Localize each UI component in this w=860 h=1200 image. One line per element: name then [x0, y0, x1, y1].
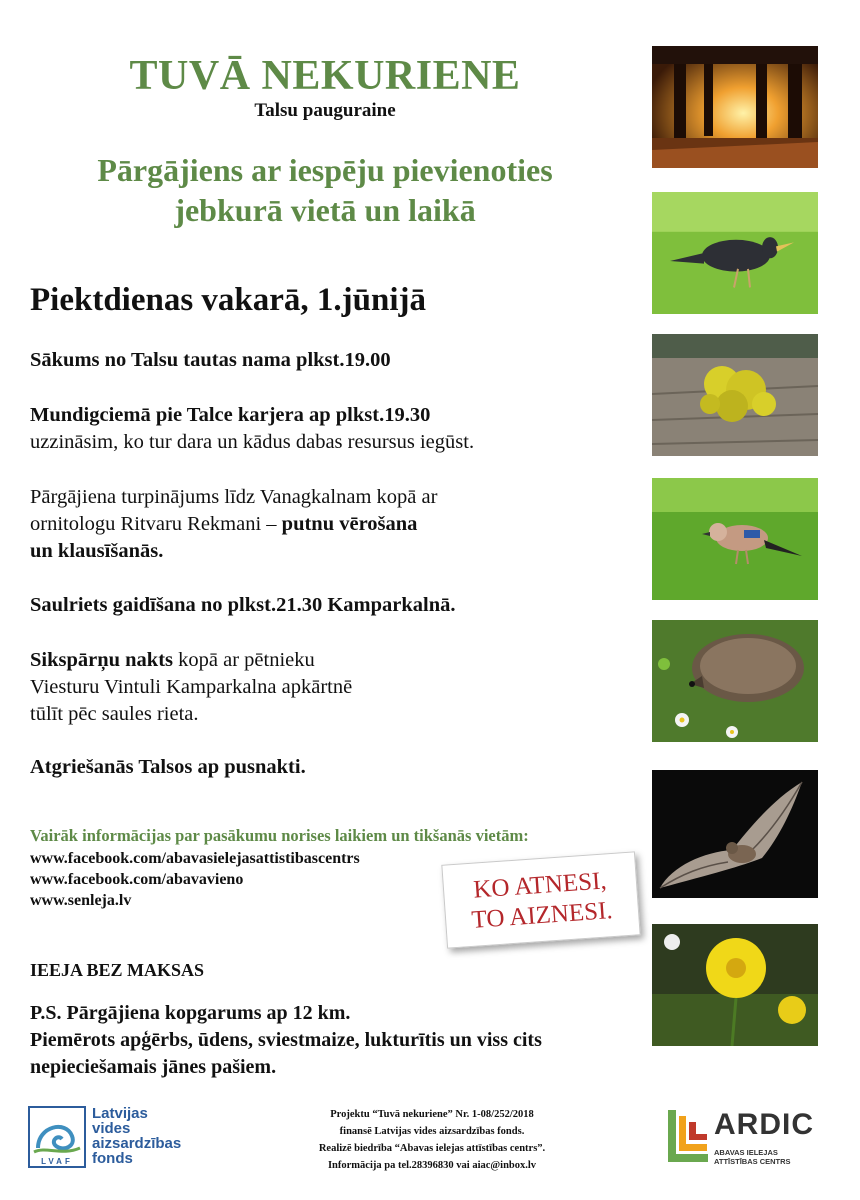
hike-birdwatch-bold: putnu vērošana	[281, 513, 418, 535]
ardic-tagline	[714, 1148, 791, 1166]
footer-project-info	[262, 1106, 602, 1174]
hike-line-3: un klausīšanās.	[30, 540, 164, 562]
photo-hedgehog	[652, 620, 818, 742]
quarry-text: uzzināsim, ko tur dara un kādus dabas resursus iegūst.	[30, 431, 475, 453]
ardic-emblem-icon	[664, 1108, 712, 1168]
ps-line-3: nepieciešamais jānes pašiem.	[30, 1056, 277, 1078]
info-heading: Vairāk informācijas par pasākumu norises laikiem un tikšanās vietām:	[30, 826, 529, 845]
bats-line-2: Viesturu Vintuli Kamparkalna apkārtnē	[30, 676, 353, 698]
quarry-title: Mundigciemā pie Talce karjera ap plkst.19.30	[30, 404, 431, 426]
ardic-tag-line-1: ABAVAS IELEJAS	[714, 1148, 778, 1157]
poster-slogan	[0, 150, 650, 230]
hike-line-1: Pārgājiena turpinājums līdz Vanagkalnam kopā ar	[30, 486, 438, 508]
ardic-name: ARDIC	[714, 1108, 814, 1141]
hike-info	[30, 484, 437, 565]
ardic-tag-line-2: ATTĪSTĪBAS CENTRS	[714, 1157, 791, 1166]
lvaf-word-2: vides	[92, 1120, 131, 1137]
svg-text:LVAF: LVAF	[41, 1157, 73, 1166]
hike-guide-text: ornitologu Ritvaru Rekmani –	[30, 513, 282, 535]
event-date: Piektdienas vakarā, 1.jūnijā	[30, 282, 427, 318]
photo-yellow-flower	[652, 924, 818, 1046]
link-facebook-abavavieno[interactable]: www.facebook.com/abavavieno	[30, 871, 244, 888]
quarry-info	[30, 402, 474, 456]
stamp-line-2: TO AIZNESI.	[470, 897, 614, 934]
ps-line-2: Piemērots apģērbs, ūdens, sviestmaize, lukturītis un viss cits	[30, 1029, 542, 1051]
photo-yellow-flowers	[652, 334, 818, 456]
footer-line-1: Projektu “Tuvā nekuriene” Nr. 1-08/252/2018	[330, 1109, 534, 1120]
footer-line-2: finansē Latvijas vides aizsardzības fonds.	[339, 1126, 525, 1137]
ardic-logo	[664, 1108, 834, 1172]
slogan-line-2: jebkurā vietā un laikā	[174, 192, 476, 228]
photo-jay	[652, 478, 818, 600]
return-info: Atgriešanās Talsos ap pusnakti.	[30, 756, 306, 778]
photo-forest-sunset	[652, 46, 818, 168]
bats-line-1-text: kopā ar pētnieku	[173, 649, 315, 671]
slogan-stamp	[441, 851, 640, 948]
poster-title: TUVĀ NEKURIENE	[129, 53, 521, 99]
footer-line-3: Realizē biedrība “Abavas ielejas attīstības centrs”.	[318, 1143, 546, 1154]
free-entry: IEEJA BEZ MAKSAS	[30, 960, 205, 980]
bats-title: Sikspārņu nakts	[30, 649, 174, 671]
photo-starling	[652, 192, 818, 314]
info-links	[30, 848, 360, 911]
stamp-line-1: KO ATNESI,	[472, 867, 608, 904]
poster-subtitle: Talsu pauguraine	[254, 100, 396, 121]
lvaf-emblem-icon	[28, 1106, 86, 1168]
sunset-info: Saulriets gaidīšana no plkst.21.30 Kamparkalnā.	[30, 594, 456, 616]
link-facebook-aiac[interactable]: www.facebook.com/abavasielejasattistibascentrs	[30, 850, 360, 867]
footer-line-4: Informācija pa tel.28396830 vai aiac@inbox.lv	[327, 1160, 537, 1171]
ps-line-1: P.S. Pārgājiena kopgarums ap 12 km.	[30, 1002, 351, 1024]
bats-info	[30, 647, 352, 728]
hike-line-2	[30, 511, 437, 538]
lvaf-name	[92, 1106, 181, 1166]
lvaf-word-4: fonds	[92, 1150, 133, 1167]
slogan-line-1: Pārgājiens ar iespēju pievienoties	[97, 152, 553, 188]
ps-info	[30, 1000, 542, 1081]
bats-line-1	[30, 647, 352, 674]
bats-line-3: tūlīt pēc saules rieta.	[30, 703, 199, 725]
lvaf-word-3: aizsardzības	[92, 1135, 182, 1152]
lvaf-word-1: Latvijas	[92, 1105, 148, 1122]
link-senleja[interactable]: www.senleja.lv	[30, 892, 132, 909]
photo-bat	[652, 770, 818, 898]
lvaf-logo	[28, 1106, 208, 1170]
start-info: Sākums no Talsu tautas nama plkst.19.00	[30, 349, 391, 371]
